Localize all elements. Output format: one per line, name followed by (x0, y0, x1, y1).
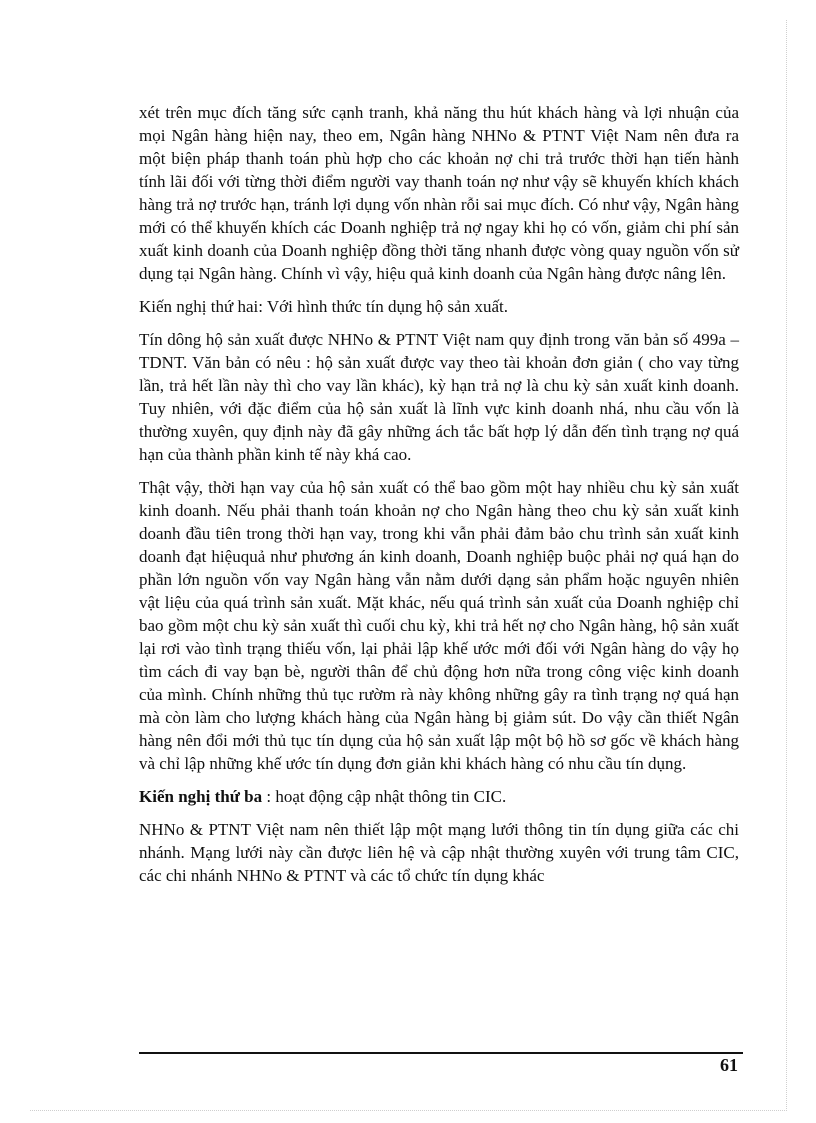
heading-rest: : hoạt động cập nhật thông tin CIC. (262, 787, 507, 806)
paragraph-2-heading: Kiến nghị thứ hai: Với hình thức tín dụng hộ sản xuất. (139, 297, 508, 316)
document-body (139, 101, 739, 897)
paragraph-1: xét trên mục đích tăng sức cạnh tranh, khả năng thu hút khách hàng và lợi nhuận của mọi Ngân hàng hiện nay, theo em, Ngân hàng NHNo & PTNT Việt Nam nên đưa ra một biện pháp thanh toán phù hợp cho các khoản nợ chi trả trước thời hạn tiến hành tính lãi đối với từng thời điểm người vay thanh toán nợ như vậy sẽ khuyến khích khách hàng trả nợ trước hạn, tránh lợi dụng vốn nhàn rỗi sai mục đích. Có như vậy, Ngân hàng mới có thể khuyến khích các Doanh nghiệp trả nợ ngay khi họ có vốn, giảm chi phí sản xuất kinh doanh của Doanh nghiệp đồng thời tăng nhanh được vòng quay nguồn vốn sử dụng tại Ngân hàng. Chính vì vậy, hiệu quả kinh doanh của Ngân hàng được nâng lên. (139, 103, 739, 283)
paragraph-3: Tín dông hộ sản xuất được NHNo & PTNT Việt nam quy định trong văn bản số 499a – TDNT. Văn bản có nêu : hộ sản xuất được vay theo tài khoản đơn giản ( cho vay từng lần, trả hết lần này thì cho vay lần khác), kỳ hạn trả nợ là chu kỳ sản xuất kinh doanh. Tuy nhiên, với đặc điểm của hộ sản xuất là lĩnh vực kinh doanh nhá, nhu cầu vốn là thường xuyên, quy định này đã gây những ách tắc bất hợp lý dẫn đến tình trạng nợ quá hạn của thành phần kinh tế này khá cao. (139, 330, 739, 464)
paragraph-6: NHNo & PTNT Việt nam nên thiết lập một mạng lưới thông tin tín dụng giữa các chi nhánh. Mạng lưới này cần được liên hệ và cập nhật thường xuyên với trung tâm CIC, các chi nhánh NHNo & PTNT và các tổ chức tín dụng khác (139, 820, 739, 885)
heading-bold-lead: Kiến nghị thứ ba (139, 787, 263, 806)
paragraph-4: Thật vậy, thời hạn vay của hộ sản xuất có thể bao gồm một hay nhiều chu kỳ sản xuất kinh doanh. Nếu phải thanh toán khoản nợ cho Ngân hàng theo chu kỳ sản xuất kinh doanh đầu tiên trong thời hạn vay, trong khi vẫn phải đảm bảo chu trình sản xuất kinh doanh đạt hiệuquả như phương án kinh doanh, Doanh nghiệp buộc phải nợ quá hạn do phần lớn nguồn vốn vay Ngân hàng vẫn nằm dưới dạng sản phẩm hoặc nguyên nhiên vật liệu của quá trình sản xuất. Mặt khác, nếu quá trình sản xuất của Doanh nghiệp chỉ bao gồm một chu kỳ sản xuất thì cuối chu kỳ, khi trả hết nợ cho Ngân hàng, hộ sản xuất lại rơi vào tình trạng thiếu vốn, lại phải lập khế ước mới đối với Ngân hàng do vậy họ tìm cách đi vay bạn bè, người thân để chủ động hơn nữa trong công việc kinh doanh của mình. Chính những thủ tục rườm rà này không những gây ra tình trạng nợ quá hạn mà còn làm cho lượng khách hàng của Ngân hàng bị giảm sút. Do vậy cần thiết Ngân hàng nên đổi mới thủ tục tín dụng của hộ sản xuất lập một bộ hồ sơ gốc về khách hàng và chỉ lập những khế ước tín dụng đơn giản khi khách hàng có nhu cầu tín dụng. (139, 478, 739, 773)
footer-rule (139, 1052, 743, 1054)
page-number: 61 (720, 1055, 738, 1075)
heading-recommendation-3 (139, 785, 739, 808)
